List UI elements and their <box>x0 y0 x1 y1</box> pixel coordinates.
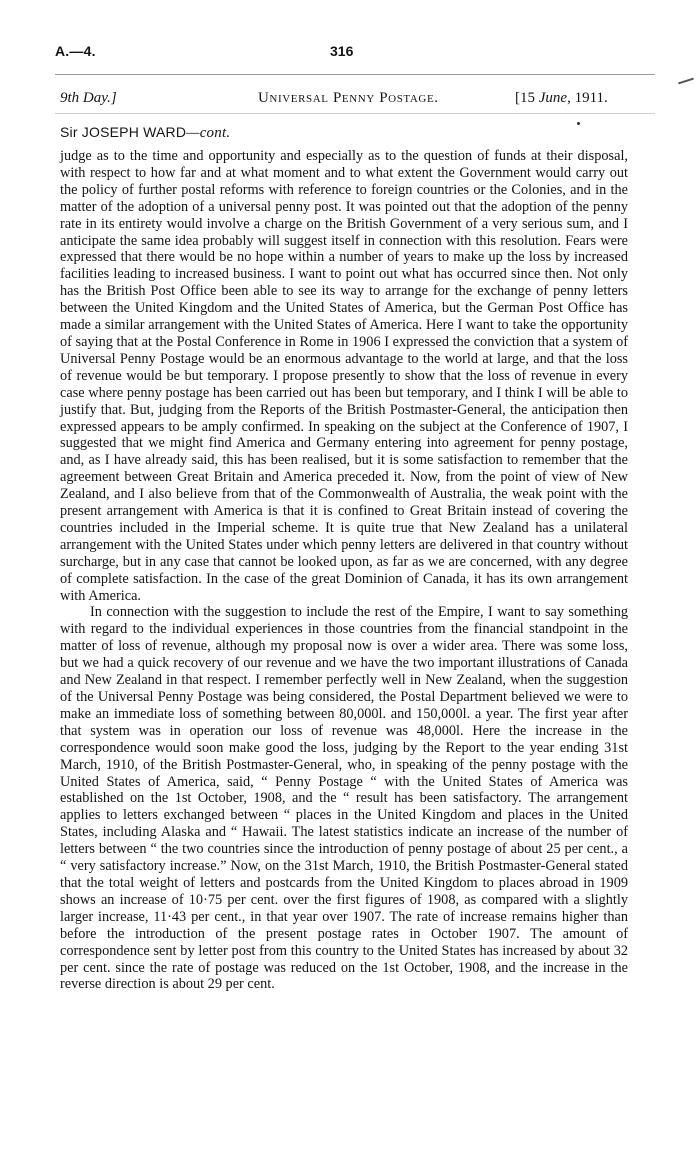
running-head-title: Universal Penny Postage. <box>258 90 439 106</box>
running-head-date <box>515 90 608 107</box>
body-paragraph: judge as to the time and opportunity and especially as to the question of funds at their disposal, with respect to how far and at what moment and to what extent the Government would carry out the policy of further postal reforms with reference to foreign countries or the Colonies, and in the matter of the adoption of a universal penny post. It was pointed out that the adoption of the penny rate in its entirety would involve a charge on the British Government of a very serious sum, and I anticipate the same idea probably will suggest itself in connection with this resolution. Fears were expressed that there would be no hope within a number of years to make up the loss by increased facilities leading to increased business. I want to point out what has occurred since then. Not only has the British Post Office been able to see its way to arrange for the exchange of penny letters between the United Kingdom and the United States of America, but the German Post Office has made a similar arrangement with the United States of America. Here I want to take the opportunity of saying that at the Postal Conference in Rome in 1906 I expressed the conviction that a system of Universal Penny Postage would be an enormous advantage to the world at large, and that the loss of revenue would be but temporary. I propose presently to show that the loss of revenue in every case where penny postage has been carried out has been but temporary, and I think I will be able to justify that. But, judging from the Reports of the British Postmaster-General, the anticipation then expressed appears to be amply confirmed. In speaking on the subject at the Conference of 1907, I suggested that we might find America and Germany entering into agreement for penny postage, and, as I have already said, this has been realised, but it is some satisfaction to remember that the agreement between Great Britain and America preceded it. Now, from the point of view of New Zealand, and I also believe from that of the Commonwealth of Australia, the weak point with the present arrangement with America is that it is confined to Great Britain instead of covering the countries included in the Imperial scheme. It is quite true that New Zealand has a unilateral arrangement with the United States under which penny letters are delivered in that country without surcharge, but in any case that cannot be looked upon, as far as we are concerned, with any degree of complete satisfaction. In the case of the great Dominion of Canada, it has its own arrangement with America. <box>60 148 628 604</box>
margin-pen-mark <box>678 78 694 85</box>
speech-body <box>60 148 628 993</box>
header-rule <box>55 74 655 75</box>
body-paragraph: In connection with the suggestion to include the rest of the Empire, I want to say something with regard to the individual experiences in those countries from the financial standpoint in the matter of loss of revenue, although my proposal now is over a wider area. There was some loss, but we had a quick recovery of our revenue and we have the two important illustrations of Canada and New Zealand in that respect. I remember perfectly well in New Zealand, when the suggestion of the Universal Penny Postage was being considered, the Postal Department believed we were to make an immediate loss of something between 80,000l. and 150,000l. a year. The first year after that system was in operation our loss of revenue was 48,000l. Here the increase in the correspondence would soon make good the loss, judging by the Report to the year ending 31st March, 1910, of the British Postmaster-General, who, in speaking of the penny postage with the United States of America, said, “ Penny Postage “ with the United States of America was established on the 1st October, 1908, and the “ result has been satisfactory. The arrangement applies to letters exchanged between “ places in the United Kingdom and places in the United States, including Alaska and “ Hawaii. The latest statistics indicate an increase of the number of letters between “ the two countries since the introduction of penny postage of about 25 per cent., a “ very satisfactory increase.” Now, on the 31st March, 1910, the British Postmaster-General stated that the total weight of letters and postcards from the United Kingdom to places abroad in 1909 shows an increase of 10·75 per cent. over the first figures of 1908, as compared with a slightly larger increase, 11·43 per cent., in that year over 1907. The rate of increase remains higher than before the introduction of the present postage rates in October 1907. The amount of correspondence sent by letter post from this country to the United States has increased by about 32 per cent. since the rate of postage was reduced on the 1st October, 1908, and the increase in the reverse direction is about 29 per cent. <box>60 604 628 993</box>
running-head-rule <box>55 113 655 114</box>
speaker-name: Sir JOSEPH WARD <box>60 124 187 140</box>
document-reference: A.—4. <box>55 43 96 59</box>
speaker-continued: —cont. <box>186 125 231 141</box>
running-head-day: 9th Day.] <box>60 90 117 106</box>
running-head-date-month: June <box>538 90 568 106</box>
speaker-heading <box>60 124 230 142</box>
running-head-date-prefix: [15 <box>515 90 539 106</box>
running-head-date-suffix: , 1911. <box>567 90 608 106</box>
ink-speck <box>577 122 580 125</box>
page-number: 316 <box>330 43 354 59</box>
